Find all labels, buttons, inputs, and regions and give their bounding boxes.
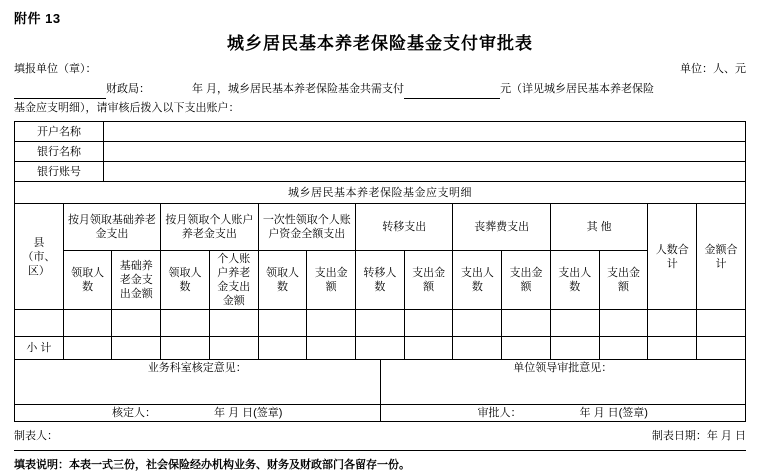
total-cell[interactable] [697,337,746,360]
total-cell[interactable] [209,337,258,360]
bureau-blank[interactable] [14,85,106,99]
header-total-people: 人数合计 [648,204,697,310]
cell-value[interactable] [502,310,551,337]
body-text-3: 元（详见城乡居民基本养老保险 [500,83,655,95]
header-sub-funeral-count: 支出人数 [453,251,502,310]
header-sub-other-count: 支出人数 [550,251,599,310]
dept-sign-label: 核定人： [112,407,157,419]
detail-header-sub-row [15,251,746,310]
dept-opinion-cell[interactable] [15,360,381,405]
dept-sign-cell[interactable] [15,405,381,422]
body-text-2: 年 月，城乡居民基本养老保险基金共需支付 [192,83,405,95]
detail-table [14,181,746,360]
attachment-number: 附件 13 [14,11,61,26]
header-county: 县（市、区） [15,204,64,310]
leader-sign-label: 审批人： [477,407,522,419]
fill-note-text: 本表一式三份，社会保险经办机构业务、财务及财政部门各留存一份。 [69,459,410,471]
fill-note [14,450,746,472]
header-sub-lumpsum-amount: 支出金额 [307,251,356,310]
body-text-1: 财政局： [106,83,150,95]
total-cell[interactable] [307,337,356,360]
date-label: 制表日期： [651,430,707,442]
header-group-other: 其 他 [550,204,647,251]
report-unit-row [14,60,746,76]
header-group-transfer: 转移支出 [356,204,453,251]
cell-value[interactable] [112,310,161,337]
header-group-personal-account: 按月领取个人账户养老金支出 [161,204,258,251]
bank-name-value[interactable] [104,142,746,162]
table-row-total [15,337,746,360]
cell-value[interactable] [258,310,307,337]
bank-account-label: 银行账号 [15,162,104,182]
leader-opinion-cell[interactable] [380,360,746,405]
header-group-funeral: 丧葬费支出 [453,204,550,251]
report-unit-label: 填报单位（章）： [14,63,97,75]
total-row-label: 小 计 [15,337,64,360]
cell-value[interactable] [648,310,697,337]
leader-sign-cell[interactable] [380,405,746,422]
cell-value[interactable] [161,310,210,337]
cell-value[interactable] [697,310,746,337]
cell-value[interactable] [209,310,258,337]
bank-name-label: 银行名称 [15,142,104,162]
total-cell[interactable] [648,337,697,360]
total-cell[interactable] [404,337,453,360]
detail-table-caption-row [15,182,746,204]
header-total-amount: 金额合计 [697,204,746,310]
body-text-4: 基金应支明细），请审核后拨入以下支出账户： [14,102,240,114]
total-cell[interactable] [161,337,210,360]
leader-opinion-label: 单位领导审批意见： [513,362,613,374]
header-sub-account-amount: 个人账户养老金支出金额 [209,251,258,310]
maker-label: 制表人： [14,430,58,442]
cell-value[interactable] [404,310,453,337]
cell-value[interactable] [453,310,502,337]
cell-value[interactable] [356,310,405,337]
header-sub-account-count: 领取人数 [161,251,210,310]
table-row [15,162,746,182]
date-ymd: 年 月 日 [706,430,746,442]
total-cell[interactable] [550,337,599,360]
opinion-label-row [15,360,746,405]
detail-table-caption: 城乡居民基本养老保险基金应支明细 [15,182,746,204]
dept-sign-date: 年 月 日(签章) [214,407,283,419]
header-sub-basic-count: 领取人数 [63,251,112,310]
amount-blank[interactable] [404,85,500,99]
header-sub-funeral-amount: 支出金额 [502,251,551,310]
header-group-lumpsum: 一次性领取个人账户资金全额支出 [258,204,355,251]
total-cell[interactable] [453,337,502,360]
account-table [14,121,746,182]
unit-note: 单位：人、元 [680,63,746,75]
fill-note-prefix: 填表说明： [14,459,69,471]
total-cell[interactable] [112,337,161,360]
total-cell[interactable] [356,337,405,360]
footer-row [14,427,746,443]
account-name-label: 开户名称 [15,122,104,142]
header-sub-lumpsum-count: 领取人数 [258,251,307,310]
header-sub-other-amount: 支出金额 [599,251,648,310]
cell-value[interactable] [599,310,648,337]
total-cell[interactable] [258,337,307,360]
header-sub-transfer-amount: 支出金额 [404,251,453,310]
account-name-value[interactable] [104,122,746,142]
total-cell[interactable] [63,337,112,360]
page-title: 城乡居民基本养老保险基金支付审批表 [227,34,533,53]
dept-opinion-label: 业务科室核定意见： [147,362,247,374]
total-cell[interactable] [502,337,551,360]
detail-header-group-row [15,204,746,251]
cell-value[interactable] [550,310,599,337]
bank-account-value[interactable] [104,162,746,182]
header-sub-transfer-count: 转移人数 [356,251,405,310]
body-paragraph [14,80,746,118]
opinion-sign-row [15,405,746,422]
cell-county[interactable] [15,310,64,337]
table-row [15,142,746,162]
header-group-basic-pension: 按月领取基础养老金支出 [63,204,160,251]
header-sub-basic-amount: 基础养老金支出金额 [112,251,161,310]
leader-sign-date: 年 月 日(签章) [579,407,648,419]
table-row [15,310,746,337]
opinion-table [14,359,746,422]
footer-date [652,427,746,443]
total-cell[interactable] [599,337,648,360]
table-row [15,122,746,142]
cell-value[interactable] [63,310,112,337]
cell-value[interactable] [307,310,356,337]
